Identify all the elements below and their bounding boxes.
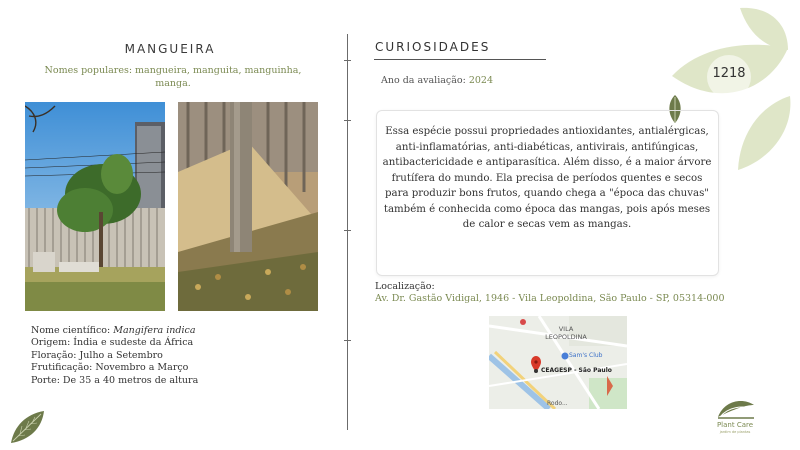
- column-divider: [347, 34, 348, 430]
- plant-care-logo-icon: [716, 397, 756, 421]
- section-title: CURIOSIDADES: [375, 40, 491, 54]
- map-street-label: Rodo...: [547, 400, 568, 407]
- scientific-name: Mangifera indica: [113, 325, 196, 336]
- leaf-shape: [740, 8, 788, 50]
- map-district-label: VILA LEOPOLDINA: [545, 325, 587, 341]
- divider-tick: [344, 340, 351, 341]
- tree-photo-2: [178, 102, 318, 311]
- logo-tagline: jardim de plantas: [719, 430, 751, 434]
- page-title: MANGUEIRA: [124, 42, 216, 56]
- divider-tick: [344, 230, 351, 231]
- fruiting: Frutificação: Novembro a Março: [31, 362, 189, 374]
- leaf-icon: [8, 408, 48, 446]
- location-label: Localização:: [375, 281, 435, 292]
- description-text: Essa espécie possui propriedades antioxidantes, antialérgicas, anti-inflamatórias, anti-diabéticas, antivirais, antifúngicas, antibactericidade e antiparasítica. Além disso, é a maior árvore frutífera do mundo. Ela precisa de períodos quentes e secos para produzir bons frutos, quando chega a "época das chuvas" também é conhecida como época das mangas, pois após meses de calor e secas vem as mangas.: [382, 126, 712, 230]
- evaluation-year: Ano da avaliação: 2024: [381, 75, 494, 86]
- leaf-shape: [738, 96, 790, 170]
- popular-names: Nomes populares: mangueira, manguita, manguinha, manga.: [44, 65, 302, 89]
- map-store-label: Sam's Club: [569, 352, 603, 359]
- id-badge: 1218: [712, 66, 746, 81]
- tree-photo-1: [25, 102, 165, 311]
- scientific-name-row: Nome científico: Mangifera indica: [31, 325, 196, 336]
- map-place-label: CEAGESP - São Paulo: [541, 367, 612, 374]
- title-underline: [374, 59, 546, 60]
- size: Porte: De 35 a 40 metros de altura: [31, 374, 199, 386]
- origin: Origem: Índia e sudeste da África: [31, 337, 194, 349]
- location-address: Av. Dr. Gastão Vidigal, 1946 - Vila Leopoldina, São Paulo - SP, 05314-000: [375, 293, 725, 304]
- species-info: [31, 325, 198, 387]
- divider-tick: [344, 120, 351, 121]
- logo-name: Plant Care: [716, 421, 754, 429]
- location-map[interactable]: [489, 316, 627, 409]
- divider-tick: [344, 60, 351, 61]
- flowering: Floração: Julho a Setembro: [31, 349, 163, 361]
